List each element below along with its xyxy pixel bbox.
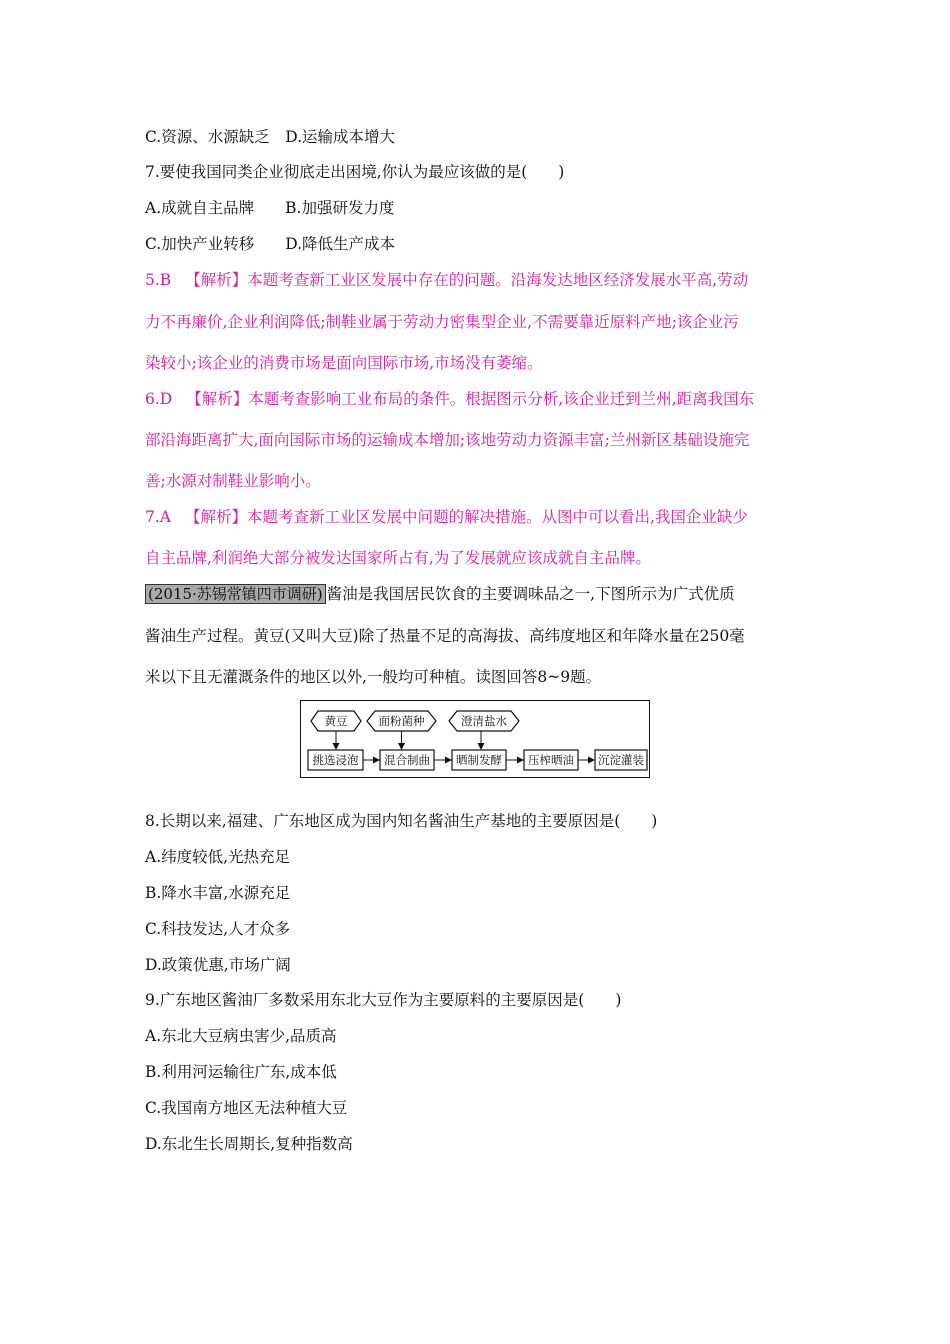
- step-label: 晒制发酵: [456, 753, 502, 767]
- soy-sauce-process-diagram: [300, 700, 650, 778]
- step-label: 混合制曲: [384, 753, 430, 767]
- answer-text: 本题考查影响工业布局的条件。根据图示分析,该企业迁到兰州,距离我国东: [248, 390, 755, 408]
- answer-5-line-2: 力不再廉价,企业利润降低;制鞋业属于劳动力密集型企业,不需要靠近原料产地;该企业污: [145, 313, 739, 331]
- q8-option-c: C.科技发达,人才众多: [145, 920, 291, 938]
- intro-line-1: [145, 584, 735, 604]
- q9-stem: 9.广东地区酱油厂多数采用东北大豆作为主要原料的主要原因是( ): [145, 991, 622, 1009]
- answer-7-line-2: 自主品牌,利润绝大部分被发达国家所占有,为了发展就应该成就自主品牌。: [145, 549, 651, 567]
- input-label: 澄清盐水: [461, 714, 507, 728]
- q9-option-c: C.我国南方地区无法种植大豆: [145, 1099, 348, 1117]
- q8-option-d: D.政策优惠,市场广阔: [145, 956, 291, 974]
- step-label: 挑选浸泡: [312, 753, 359, 767]
- step-label: 压榨晒油: [528, 753, 574, 767]
- input-label: 面粉菌种: [378, 714, 425, 728]
- intro-line-3: 米以下且无灌溉条件的地区以外,一般均可种植。读图回答8~9题。: [145, 668, 602, 686]
- answer-5-line-3: 染较小;该企业的消费市场是面向国际市场,市场没有萎缩。: [145, 354, 543, 372]
- answer-6-line-3: 善;水源对制鞋业影响小。: [145, 472, 321, 490]
- analysis-tag: 【解析】: [184, 508, 247, 526]
- answer-5-line-1: [145, 270, 748, 290]
- q7-options-ab: A.成就自主品牌 B.加强研发力度: [145, 199, 395, 217]
- analysis-tag: 【解析】: [185, 271, 248, 289]
- answer-text: 本题考查新工业区发展中存在的问题。沿海发达地区经济发展水平高,劳动: [247, 271, 749, 289]
- q9-option-a: A.东北大豆病虫害少,品质高: [145, 1027, 337, 1045]
- answer-number: 5.B: [145, 271, 172, 289]
- intro-text: 酱油是我国居民饮食的主要调味品之一,下图所示为广式优质: [326, 585, 735, 603]
- answer-6-line-2: 部沿海距离扩大,面向国际市场的运输成本增加;该地劳动力资源丰富;兰州新区基础设施完: [145, 431, 750, 449]
- input-label: 黄豆: [324, 714, 348, 728]
- answer-6-line-1: [145, 389, 754, 409]
- q8-option-b: B.降水丰富,水源充足: [145, 884, 291, 902]
- q7-stem: 7.要使我国同类企业彻底走出困境,你认为最应该做的是( ): [145, 163, 565, 181]
- q7-options-cd: C.加快产业转移 D.降低生产成本: [145, 235, 396, 253]
- q6-options-cd: C.资源、水源缺乏 D.运输成本增大: [145, 128, 396, 146]
- intro-line-2: 酱油生产过程。黄豆(又叫大豆)除了热量不足的高海拔、高纬度地区和年降水量在250毫: [145, 627, 745, 645]
- answer-number: 7.A: [145, 508, 171, 526]
- q9-option-b: B.利用河运输往广东,成本低: [145, 1063, 337, 1081]
- analysis-tag: 【解析】: [186, 390, 249, 408]
- q8-option-a: A.纬度较低,光热充足: [145, 848, 291, 866]
- answer-text: 本题考查新工业区发展中问题的解决措施。从图中可以看出,我国企业缺少: [247, 508, 748, 526]
- q8-stem: 8.长期以来,福建、广东地区成为国内知名酱油生产基地的主要原因是( ): [145, 812, 658, 830]
- answer-number: 6.D: [145, 390, 173, 408]
- step-label: 沉淀灌装: [598, 753, 644, 767]
- q9-option-d: D.东北生长周期长,复种指数高: [145, 1135, 353, 1153]
- answer-7-line-1: [145, 507, 748, 527]
- source-tag: (2015·苏锡常镇四市调研): [145, 584, 326, 604]
